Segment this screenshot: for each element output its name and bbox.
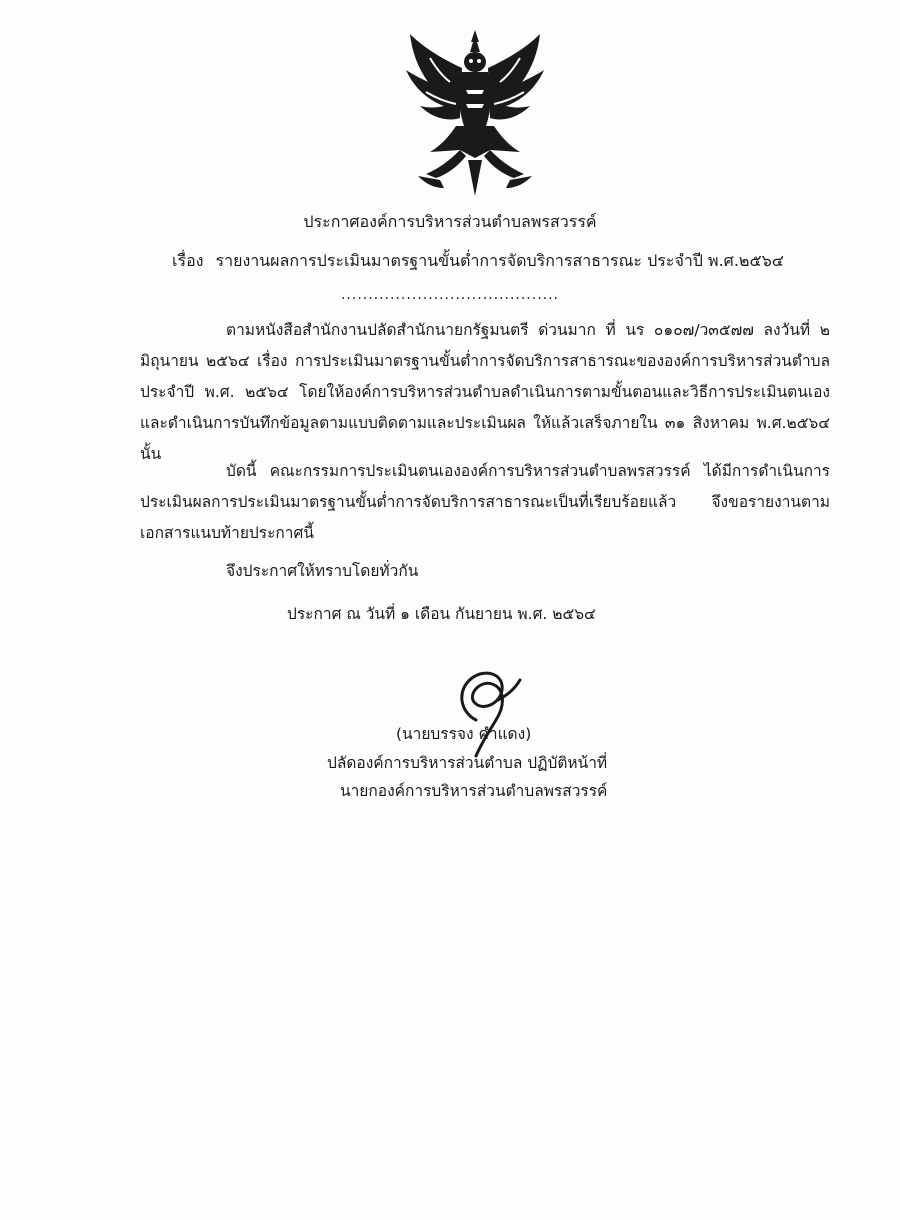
closing-statement: จึงประกาศให้ทราบโดยทั่วกัน: [226, 562, 419, 580]
signatory-position: ปลัดองค์การบริหารส่วนตำบล ปฏิบัติหน้าที่: [327, 754, 608, 772]
announcement-title: ประกาศองค์การบริหารส่วนตำบลพรสวรรค์: [303, 212, 597, 231]
subject-line: [172, 250, 872, 272]
garuda-emblem-icon: [400, 28, 550, 198]
subject-text: รายงานผลการประเมินมาตรฐานขั้นต่ำการจัดบริการสาธารณะ ประจำปี พ.ศ.๒๕๖๔: [215, 251, 784, 270]
announcement-date: ประกาศ ณ วันที่ ๑ เดือน กันยายน พ.ศ. ๒๕๖๔: [287, 605, 596, 623]
handwritten-signature: [446, 660, 526, 760]
body-paragraph-1: [140, 315, 830, 470]
separator-dots: ........................................: [340, 287, 559, 303]
paragraph-1-text: ตามหนังสือสำนักงานปลัดสำนักนายกรัฐมนตรี ด่วนมาก ที่ นร ๐๑๐๗/ว๓๕๗๗ ลงวันที่ ๒ มิถุนายน ๒๕๖๔ เรื่อง การประเมินมาตรฐานขั้นต่ำการจัดบริการสาธารณะขององค์การบริหารส่วนตำบล ประจำปี พ.ศ. ๒๕๖๔ โดยให้องค์การบริหารส่วนตำบลดำเนินการตามขั้นตอนและวิธีการประเมินตนเองและดำเนินการบันทึกข้อมูลตามแบบติดตามและประเมินผล ให้แล้วเสร็จภายใน ๓๑ สิงหาคม พ.ศ.๒๕๖๔ นั้น: [140, 321, 830, 463]
signatory-acting-position: นายกองค์การบริหารส่วนตำบลพรสวรรค์: [340, 782, 608, 800]
subject-label: เรื่อง: [172, 251, 204, 270]
signatory-name: (นายบรรจง คำแดง): [396, 725, 532, 743]
paragraph-2-text: บัดนี้ คณะกรรมการประเมินตนเององค์การบริหารส่วนตำบลพรสวรรค์ ได้มีการดำเนินการประเมินผลการประเมินมาตรฐานขั้นต่ำการจัดบริการสาธารณะเป็นที่เรียบร้อยแล้ว จึงขอรายงานตามเอกสารแนบท้ายประกาศนี้: [140, 462, 830, 542]
body-paragraph-2: [140, 456, 830, 549]
